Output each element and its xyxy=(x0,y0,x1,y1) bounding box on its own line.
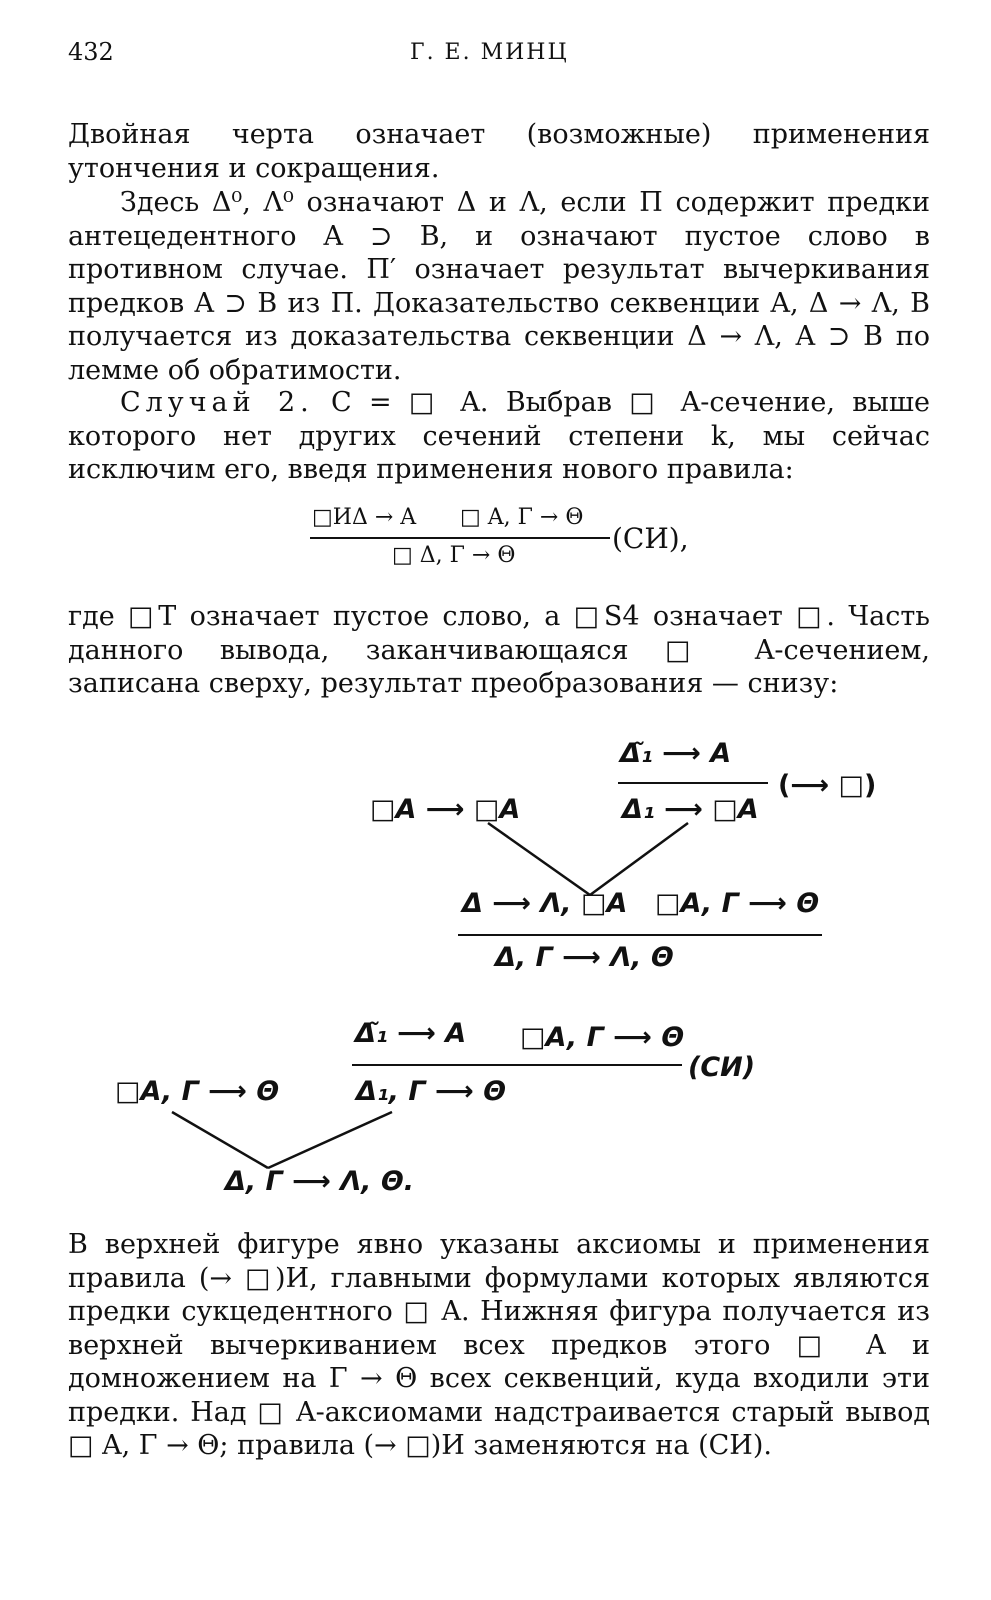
upper-right-inference-line xyxy=(618,782,768,784)
upper-left-axiom: □A ⟶ □A xyxy=(370,794,521,825)
case-label: Случай 2. xyxy=(120,387,314,418)
lower-bottom-sequent: Δ₁, Γ ⟶ Θ xyxy=(356,1076,507,1107)
lower-rule-label: (CИ) xyxy=(688,1052,756,1083)
upper-right-bottom-sequent: Δ₁ ⟶ □A xyxy=(622,794,759,825)
lower-right-branch xyxy=(268,1112,392,1168)
lower-left-node: □A, Γ ⟶ Θ xyxy=(115,1076,280,1107)
lower-top-left-sequent: Δ̃₁ ⟶ A xyxy=(355,1018,467,1049)
upper-join-sequent: Δ ⟶ Λ, □A xyxy=(462,888,628,919)
rule-label: (CИ), xyxy=(612,522,689,555)
paragraph-5-text: В верхней фигуре явно указаны аксиомы и применения правила (→ □)И, главными формулами которых являются предки сукцедентного □ A. Нижняя фигура получается из верхней вычеркиванием всех предков этого □ A и домножением на Γ → Θ всех секвенций, куда входили эти предки. Над □ A-аксиомами надстраивается старый вывод □ A, Γ → Θ; правила (→ □)И заменяются на (CИ). xyxy=(68,1229,930,1461)
upper-conclusion: Δ, Γ ⟶ Λ, Θ xyxy=(495,942,674,973)
paragraph-3-text: C = □ A. Выбрав □ A-сечение, выше которого нет других сечений степени k, мы сейчас исключим его, введя применения нового правила: xyxy=(68,387,930,485)
lower-left-branch xyxy=(172,1112,268,1168)
rule-conclusion: □ Δ, Γ → Θ xyxy=(392,543,516,568)
paragraph-4-text: где □T означает пустое слово, а □S4 означает □. Часть данного вывода, заканчивающаяся □ A-сечением, записана сверху, результат преобразования — снизу: xyxy=(68,601,930,699)
paragraph-1-text: Двойная черта означает (возможные) применения утончения и сокращения. xyxy=(68,119,930,184)
lower-inference-line xyxy=(352,1064,682,1066)
upper-side-premise: □A, Γ ⟶ Θ xyxy=(655,888,820,919)
upper-left-branch xyxy=(488,823,590,895)
upper-rule-label: (⟶ □) xyxy=(778,770,877,801)
page-number: 432 xyxy=(68,38,114,66)
running-header-author: Г. Е. МИНЦ xyxy=(410,40,569,65)
paragraph-5 xyxy=(68,1228,930,1463)
upper-right-top-sequent: Δ̃₁ ⟶ A xyxy=(620,738,732,769)
rule-premise-right: □ A, Γ → Θ xyxy=(460,505,584,530)
lower-conclusion: Δ, Γ ⟶ Λ, Θ. xyxy=(225,1166,415,1197)
upper-right-branch xyxy=(590,823,688,895)
lower-top-right-sequent: □A, Γ ⟶ Θ xyxy=(520,1022,685,1053)
upper-cut-line xyxy=(458,934,822,936)
rule-premise-left: □ИΔ → A xyxy=(312,505,417,530)
paragraph-2-text: Здесь Δ⁰, Λ⁰ означают Δ и Λ, если Π содержит предки антецедентного A ⊃ B, и означают пустое слово в противном случае. Π′ означает результат вычеркивания предков A ⊃ B из Π. Доказательство секвенции A, Δ → Λ, B получается из доказательства секвенции Δ → Λ, A ⊃ B по лемме об обратимости. xyxy=(68,187,930,386)
